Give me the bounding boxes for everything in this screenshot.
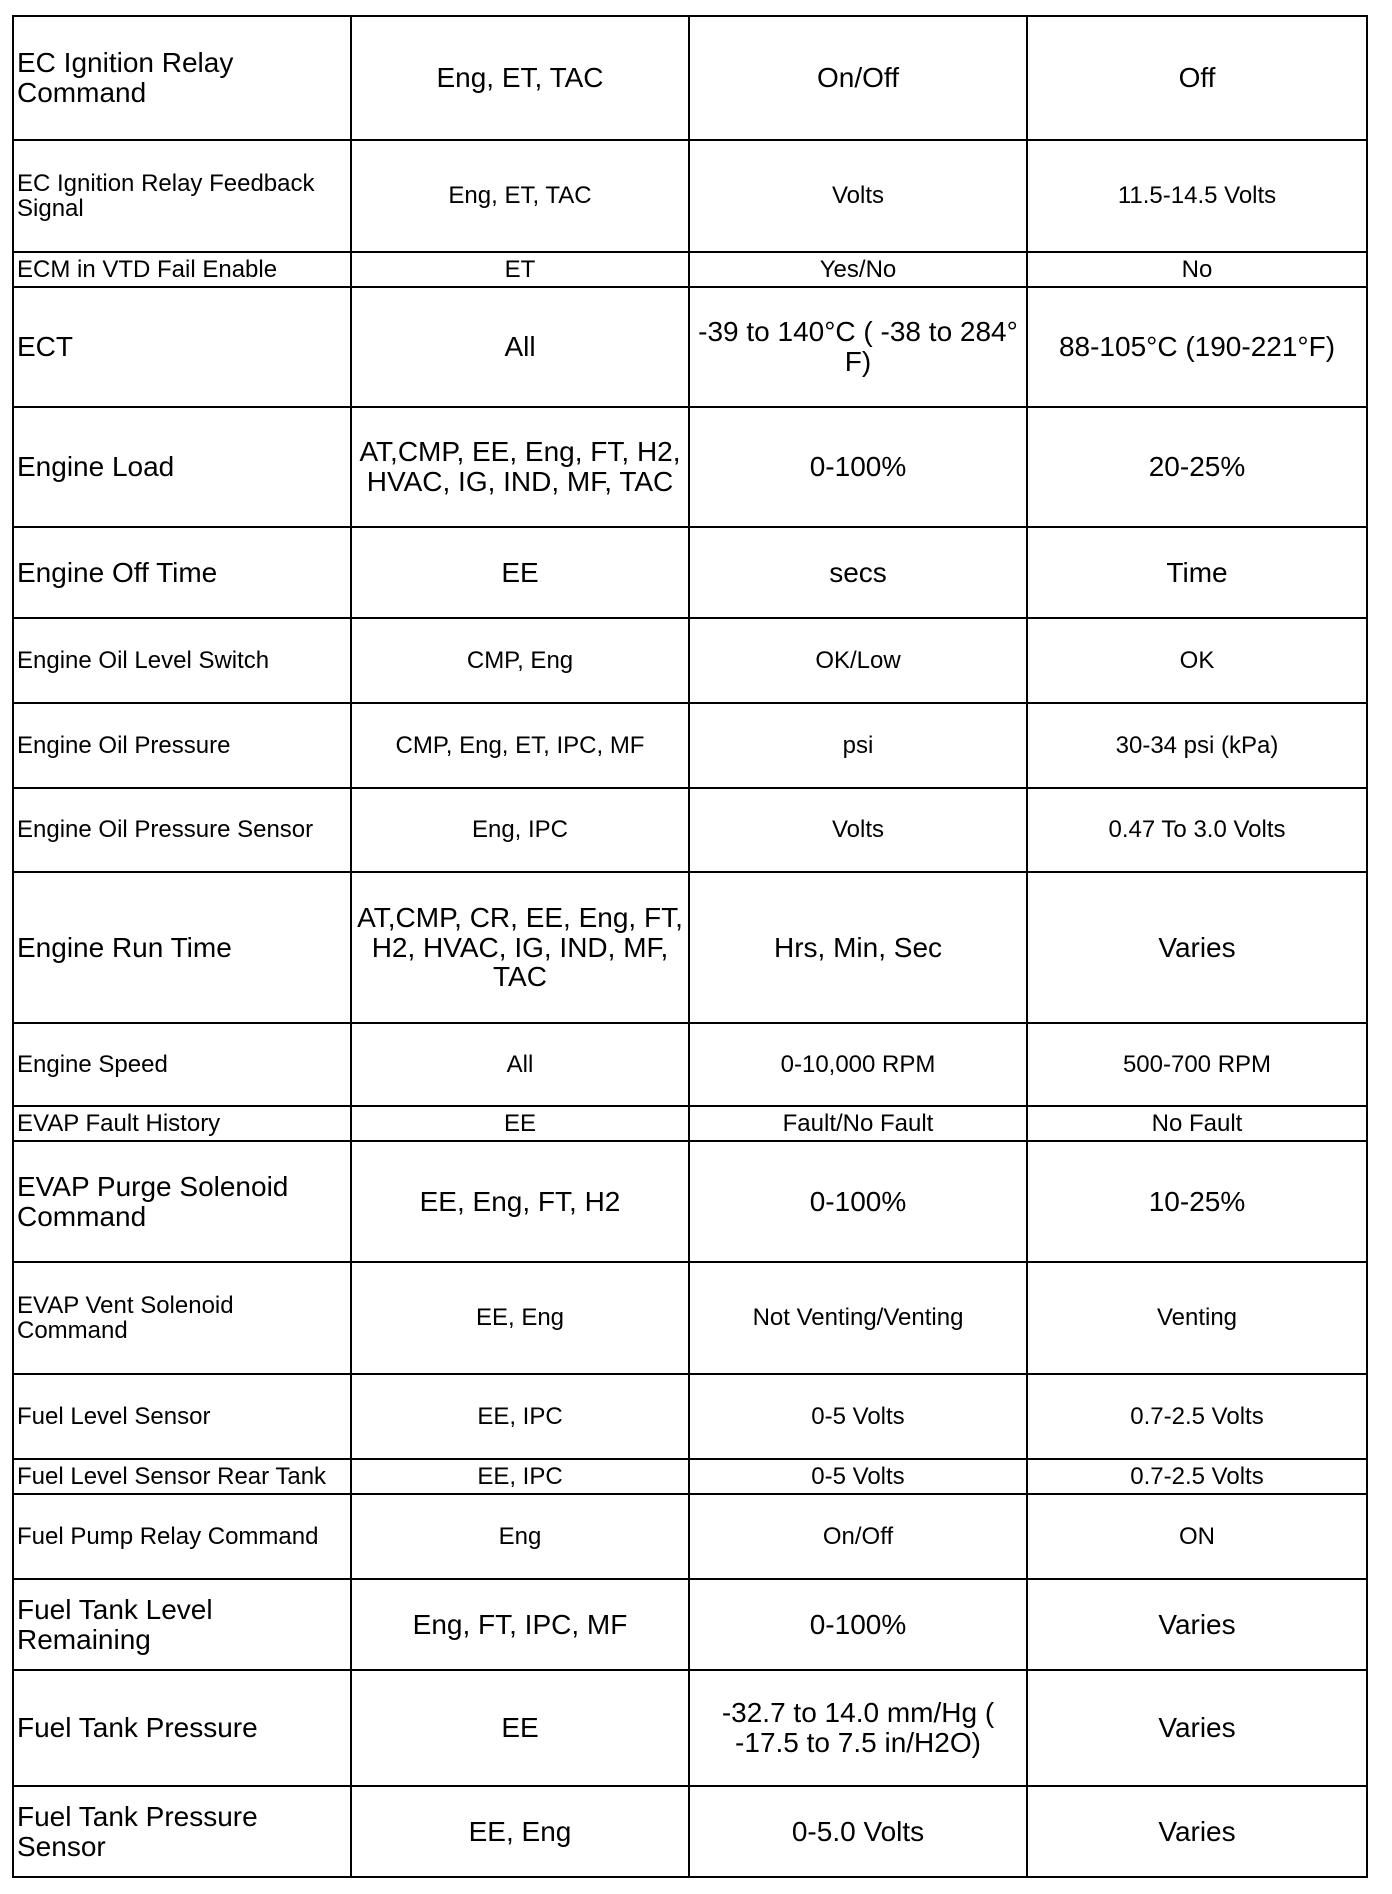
parameter-typical-value: No xyxy=(1027,252,1367,287)
table-row xyxy=(13,618,1367,703)
parameter-units: 0-5 Volts xyxy=(689,1459,1027,1494)
table-row xyxy=(13,1023,1367,1106)
parameter-name: ECT xyxy=(13,287,351,407)
parameter-name: EVAP Fault History xyxy=(13,1106,351,1141)
parameter-units: On/Off xyxy=(689,16,1027,140)
parameter-modules: Eng, FT, IPC, MF xyxy=(351,1579,689,1670)
parameter-typical-value: 88-105°C (190-221°F) xyxy=(1027,287,1367,407)
parameter-typical-value: 10-25% xyxy=(1027,1141,1367,1262)
parameter-name: Fuel Tank Pressure Sensor xyxy=(13,1786,351,1877)
parameter-units: 0-100% xyxy=(689,1579,1027,1670)
parameter-units: psi xyxy=(689,703,1027,788)
parameter-name: Engine Oil Pressure xyxy=(13,703,351,788)
parameter-modules: EE, IPC xyxy=(351,1374,689,1459)
parameter-units: -32.7 to 14.0 mm/Hg ( -17.5 to 7.5 in/H2O) xyxy=(689,1670,1027,1786)
parameter-units: -39 to 140°C ( -38 to 284° F) xyxy=(689,287,1027,407)
table-row xyxy=(13,527,1367,618)
parameter-modules: EE, IPC xyxy=(351,1459,689,1494)
table-row xyxy=(13,1670,1367,1786)
parameter-table-body xyxy=(13,16,1367,1877)
table-row xyxy=(13,872,1367,1023)
parameter-typical-value: 30-34 psi (kPa) xyxy=(1027,703,1367,788)
parameter-typical-value: OK xyxy=(1027,618,1367,703)
parameter-typical-value: 0.47 To 3.0 Volts xyxy=(1027,788,1367,872)
parameter-name: Fuel Tank Pressure xyxy=(13,1670,351,1786)
parameter-typical-value: Varies xyxy=(1027,872,1367,1023)
parameter-modules: EE xyxy=(351,1106,689,1141)
parameter-units: Volts xyxy=(689,788,1027,872)
parameter-units: Hrs, Min, Sec xyxy=(689,872,1027,1023)
parameter-name: EVAP Vent Solenoid Command xyxy=(13,1262,351,1374)
parameter-name: Engine Run Time xyxy=(13,872,351,1023)
table-row xyxy=(13,1106,1367,1141)
parameter-name: EC Ignition Relay Feedback Signal xyxy=(13,140,351,252)
parameter-typical-value: ON xyxy=(1027,1494,1367,1579)
table-row xyxy=(13,1786,1367,1877)
parameter-name: Fuel Level Sensor Rear Tank xyxy=(13,1459,351,1494)
parameter-units: On/Off xyxy=(689,1494,1027,1579)
parameter-typical-value: 11.5-14.5 Volts xyxy=(1027,140,1367,252)
table-row xyxy=(13,1494,1367,1579)
parameter-modules: EE xyxy=(351,527,689,618)
parameter-units: 0-100% xyxy=(689,407,1027,527)
parameter-name: Engine Oil Pressure Sensor xyxy=(13,788,351,872)
parameter-typical-value: 20-25% xyxy=(1027,407,1367,527)
parameter-typical-value: Off xyxy=(1027,16,1367,140)
table-row xyxy=(13,703,1367,788)
parameter-units: Fault/No Fault xyxy=(689,1106,1027,1141)
table-row xyxy=(13,1579,1367,1670)
parameter-name: ECM in VTD Fail Enable xyxy=(13,252,351,287)
parameter-name: Engine Off Time xyxy=(13,527,351,618)
parameter-units: 0-5 Volts xyxy=(689,1374,1027,1459)
parameter-modules: All xyxy=(351,287,689,407)
parameter-modules: AT,CMP, EE, Eng, FT, H2, HVAC, IG, IND, MF, TAC xyxy=(351,407,689,527)
parameter-units: 0-5.0 Volts xyxy=(689,1786,1027,1877)
parameter-typical-value: Varies xyxy=(1027,1579,1367,1670)
parameter-units: Yes/No xyxy=(689,252,1027,287)
parameter-modules: EE, Eng xyxy=(351,1786,689,1877)
parameter-modules: Eng, IPC xyxy=(351,788,689,872)
table-row xyxy=(13,252,1367,287)
table-row xyxy=(13,16,1367,140)
parameter-typical-value: 0.7-2.5 Volts xyxy=(1027,1459,1367,1494)
parameter-modules: Eng, ET, TAC xyxy=(351,16,689,140)
parameter-modules: Eng xyxy=(351,1494,689,1579)
parameter-typical-value: 0.7-2.5 Volts xyxy=(1027,1374,1367,1459)
parameter-typical-value: No Fault xyxy=(1027,1106,1367,1141)
table-row xyxy=(13,1374,1367,1459)
parameter-typical-value: Varies xyxy=(1027,1670,1367,1786)
parameter-modules: CMP, Eng xyxy=(351,618,689,703)
parameter-units: 0-10,000 RPM xyxy=(689,1023,1027,1106)
parameter-modules: ET xyxy=(351,252,689,287)
parameter-name: Fuel Level Sensor xyxy=(13,1374,351,1459)
parameter-units: 0-100% xyxy=(689,1141,1027,1262)
table-row xyxy=(13,788,1367,872)
parameter-units: secs xyxy=(689,527,1027,618)
parameter-units: Not Venting/Venting xyxy=(689,1262,1027,1374)
parameter-table xyxy=(12,15,1368,1878)
parameter-typical-value: Time xyxy=(1027,527,1367,618)
parameter-typical-value: Venting xyxy=(1027,1262,1367,1374)
parameter-name: Engine Speed xyxy=(13,1023,351,1106)
parameter-name: EVAP Purge Solenoid Command xyxy=(13,1141,351,1262)
table-row xyxy=(13,407,1367,527)
table-row xyxy=(13,1459,1367,1494)
parameter-typical-value: 500-700 RPM xyxy=(1027,1023,1367,1106)
parameter-name: Fuel Pump Relay Command xyxy=(13,1494,351,1579)
parameter-name: EC Ignition Relay Command xyxy=(13,16,351,140)
table-row xyxy=(13,287,1367,407)
table-row xyxy=(13,140,1367,252)
table-row xyxy=(13,1262,1367,1374)
parameter-modules: CMP, Eng, ET, IPC, MF xyxy=(351,703,689,788)
parameter-modules: EE xyxy=(351,1670,689,1786)
parameter-units: Volts xyxy=(689,140,1027,252)
table-row xyxy=(13,1141,1367,1262)
parameter-name: Engine Oil Level Switch xyxy=(13,618,351,703)
parameter-modules: AT,CMP, CR, EE, Eng, FT, H2, HVAC, IG, IND, MF, TAC xyxy=(351,872,689,1023)
parameter-name: Fuel Tank Level Remaining xyxy=(13,1579,351,1670)
parameter-typical-value: Varies xyxy=(1027,1786,1367,1877)
parameter-units: OK/Low xyxy=(689,618,1027,703)
parameter-modules: EE, Eng xyxy=(351,1262,689,1374)
parameter-name: Engine Load xyxy=(13,407,351,527)
parameter-modules: EE, Eng, FT, H2 xyxy=(351,1141,689,1262)
parameter-modules: All xyxy=(351,1023,689,1106)
parameter-modules: Eng, ET, TAC xyxy=(351,140,689,252)
